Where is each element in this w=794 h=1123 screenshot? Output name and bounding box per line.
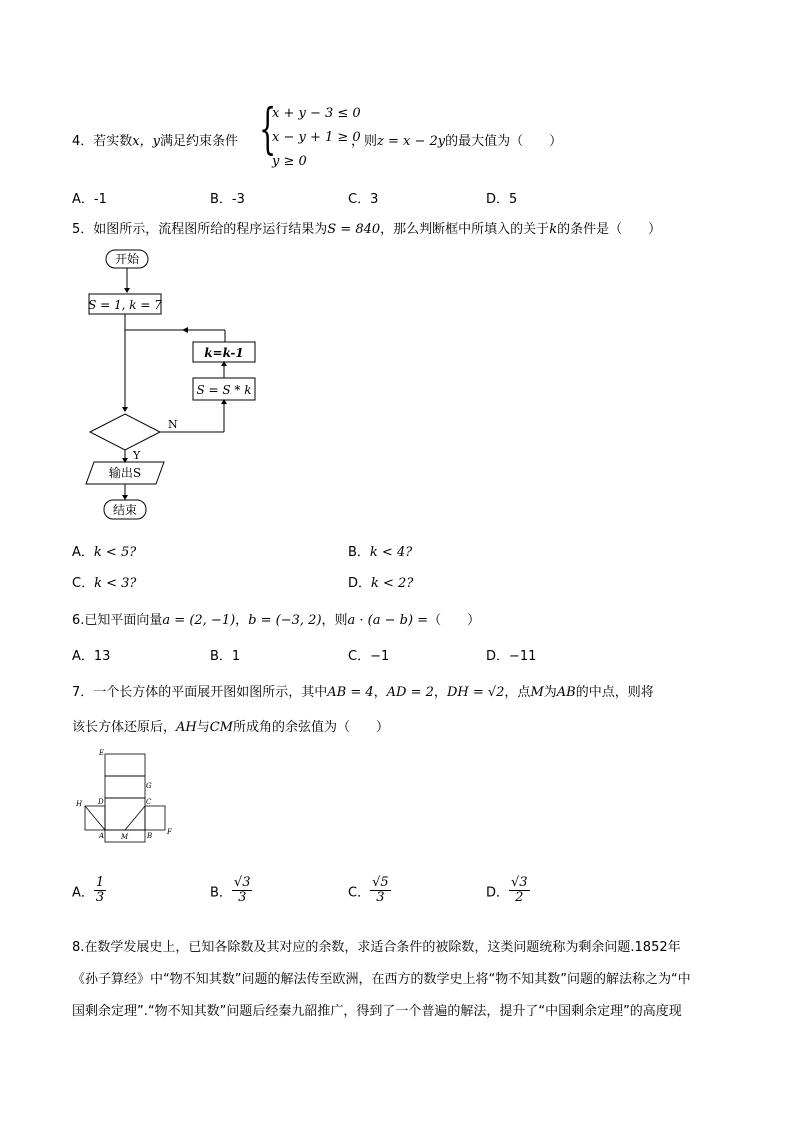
q4-option-d: D．5 (486, 192, 518, 207)
q7-option-d: D． $\frac{√3}{2}$ (486, 875, 528, 906)
svg-text:C: C (146, 798, 152, 806)
flow-dec-label: k=k-1 (204, 346, 244, 360)
svg-text:M: M (121, 833, 129, 841)
q7-option-c: C． $\frac{√5}{3}$ (348, 875, 389, 906)
q5-result: S = 840 (327, 222, 381, 237)
q4-option-a: A．-1 (72, 192, 107, 207)
q6-stem: 6.已知平面向量a = (2, −1)，b = (−3, 2)，则a · (a − b) =（ ） (72, 613, 481, 628)
q6-vector-a: a = (2, −1) (162, 613, 236, 628)
q6-expression: a · (a − b) = (347, 613, 429, 628)
svg-text:H: H (76, 800, 83, 808)
q4-objective: z = x − 2y (377, 134, 446, 149)
q4-number: 4． (72, 134, 94, 149)
q8-line-1: 8.在数学发展史上，已知各除数及其对应的余数，求适合条件的被除数，这类问题统称为剩余问题.1852年 (72, 940, 681, 955)
q6-vector-b: b = (−3, 2) (248, 613, 322, 628)
q6-option-b: B．1 (210, 649, 241, 664)
svg-text:E: E (99, 749, 105, 757)
q5-option-b: B．k < 4? (348, 545, 413, 560)
flow-init-label: S = 1, k = 7 (88, 298, 162, 312)
svg-text:G: G (146, 782, 152, 790)
flow-no: N (168, 418, 178, 431)
svg-text:A: A (99, 832, 105, 840)
q5-option-a: A．k < 5? (72, 545, 137, 560)
q4-constraint-3: y ≥ 0 (272, 154, 307, 169)
q4-lead: 若实数 (93, 134, 133, 149)
q4-tail (351, 130, 562, 149)
q4-tail2: 的最大值为（ ） (445, 134, 563, 149)
svg-text:F: F (167, 828, 172, 836)
q7-net-figure (72, 748, 182, 844)
flow-output-label: 输出S (108, 466, 142, 480)
svg-text:D: D (98, 798, 104, 806)
q4-option-c: C．3 (348, 192, 379, 207)
flow-yes: Y (133, 449, 141, 462)
flow-end-label: 结束 (112, 503, 138, 517)
q6-option-c: C．−1 (348, 649, 390, 664)
q4-constraint-2: x − y + 1 ≥ 0 (272, 130, 361, 145)
q8-line-3: 国剩余定理”.“物不知其数”问题后经秦九韶推广，得到了一个普遍的解法，提升了“中国剩余定理”的高度现 (72, 1004, 682, 1019)
q6-option-d: D．−11 (486, 649, 537, 664)
q7-option-b: B． $\frac{√3}{3}$ (210, 875, 251, 906)
q4-stem (72, 130, 238, 149)
q8-line-2: 《孙子算经》中“物不知其数”问题的解法传至欧洲，在西方的数学史上将“物不知其数”问题的解法称之为“中 (72, 972, 691, 987)
q4-brace: { (259, 97, 277, 160)
q5-option-c: C．k < 3? (72, 576, 137, 591)
q4-option-b: B．-3 (210, 192, 245, 207)
q7-option-a: A． $\frac{1}{3}$ (72, 875, 105, 906)
q4-constraint-1: x + y − 3 ≤ 0 (272, 106, 361, 121)
flowchart (80, 248, 190, 524)
q4-tail1: ，则 (351, 134, 378, 149)
q6-option-a: A．13 (72, 649, 111, 664)
q7-stem-line2: 该长方体还原后，AH与CM所成角的余弦值为（ ） (72, 720, 390, 735)
q4-mid: 满足约束条件 (159, 134, 238, 149)
q5-stem: 5．如图所示，流程图所给的程序运行结果为S = 840，那么判断框中所填入的关于k的条件是（ ） (72, 222, 662, 237)
flow-mult-label: S = S * k (196, 383, 252, 397)
flow-decision (90, 414, 160, 450)
q7-stem-line1: 7．一个长方体的平面展开图如图所示，其中AB = 4，AD = 2，DH = √2，点M为AB的中点，则将 (72, 685, 654, 700)
flow-start-label: 开始 (114, 252, 140, 266)
flowchart-loop (180, 320, 260, 436)
q5-option-d: D．k < 2? (348, 576, 414, 591)
svg-text:B: B (147, 832, 153, 840)
q4-vars: x，y (132, 134, 160, 149)
